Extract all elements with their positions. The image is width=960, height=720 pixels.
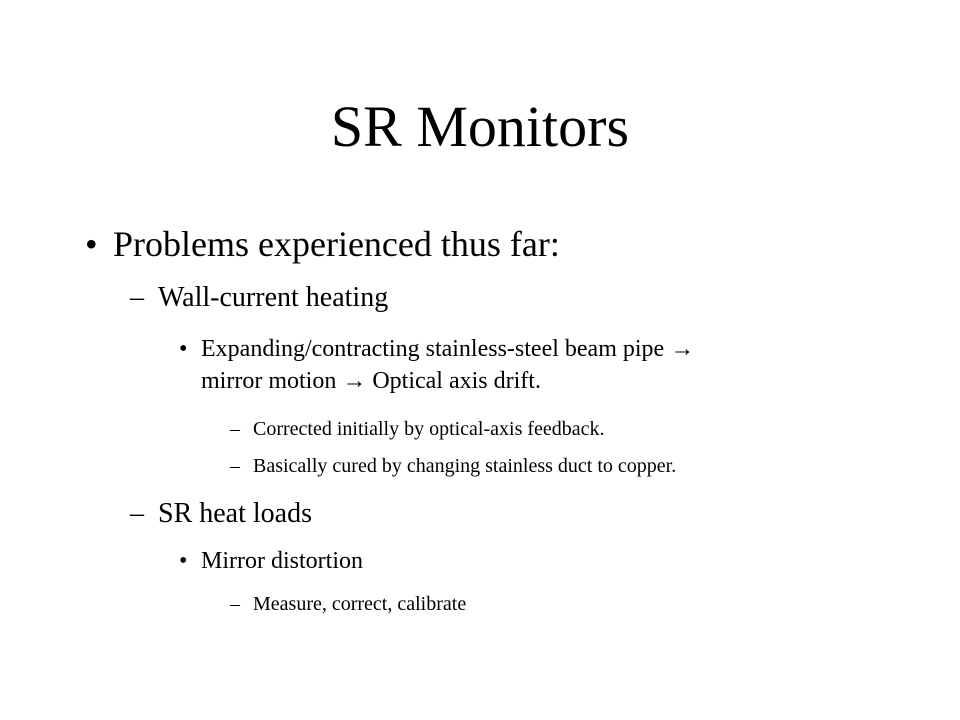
note-cured-text: Basically cured by changing stainless duct to copper.	[253, 455, 677, 477]
bullet-marker: •	[179, 548, 188, 574]
sub-sr-heat	[130, 497, 312, 531]
dash-marker: –	[130, 498, 144, 529]
sub-sr-heat-text: SR heat loads	[158, 498, 312, 529]
bullet-marker: •	[85, 224, 98, 264]
sub-wall-current	[130, 281, 389, 315]
detail-mirror	[179, 545, 363, 577]
slide-title: SR Monitors	[330, 94, 630, 159]
note-corrected-text: Corrected initially by optical-axis feedback.	[253, 418, 605, 440]
bullet-marker: •	[179, 336, 188, 362]
note-measure	[230, 591, 467, 617]
detail-mirror-text: Mirror distortion	[201, 548, 363, 574]
note-measure-text: Measure, correct, calibrate	[253, 593, 467, 615]
note-corrected	[230, 416, 605, 442]
note-cured	[230, 453, 677, 479]
bullet-problems	[85, 222, 560, 266]
dash-marker: –	[230, 455, 240, 477]
detail-expanding-line2: mirror motion → Optical axis drift.	[201, 368, 541, 394]
bullet-problems-text: Problems experienced thus far:	[113, 224, 560, 264]
detail-expanding	[179, 333, 695, 397]
dash-marker: –	[130, 282, 144, 313]
dash-marker: –	[230, 593, 240, 615]
detail-expanding-line1: Expanding/contracting stainless-steel beam pipe →	[201, 336, 695, 362]
sub-wall-current-text: Wall-current heating	[158, 282, 389, 313]
dash-marker: –	[230, 418, 240, 440]
